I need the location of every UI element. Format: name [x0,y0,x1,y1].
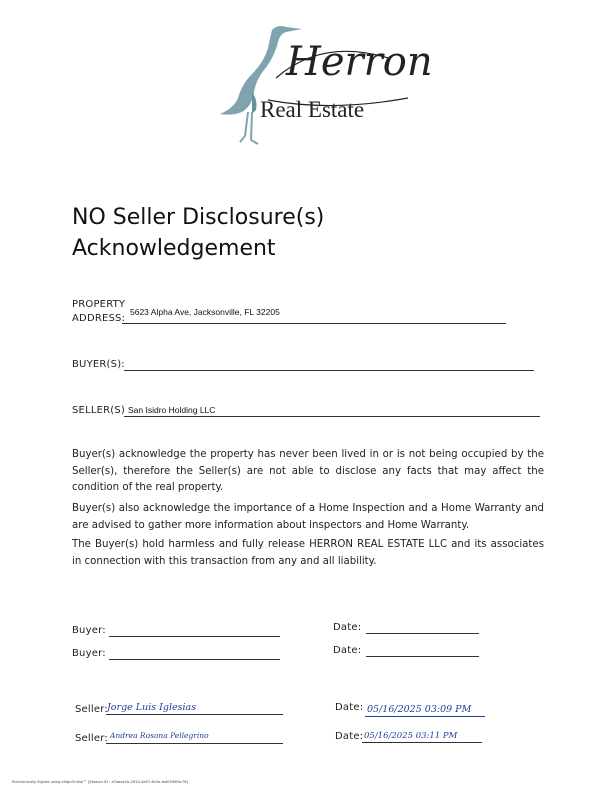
property-address-value: 5623 Alpha Ave, Jacksonville, FL 32205 [130,307,280,317]
buyer1-date-label: Date: [333,622,362,633]
buyer2-date-label: Date: [333,645,362,656]
sellers-label: SELLER(S) [72,405,126,416]
property-address-field[interactable] [122,323,506,324]
seller1-date-field[interactable] [365,716,485,717]
seller1-signature: Jorge Luis Iglesias [107,702,197,713]
buyer1-label: Buyer: [72,625,106,636]
seller2-date-label: Date: [335,731,364,742]
buyer2-label: Buyer: [72,648,106,659]
paragraph-2: Buyer(s) also acknowledge the importance of a Home Inspection and a Home Warranty and are advised to gather more information about inspectors and Home Warranty. [72,503,544,531]
buyer1-signature-field[interactable] [109,636,280,637]
buyers-field[interactable] [124,370,534,371]
seller2-date-field[interactable] [362,742,482,743]
paragraph-1: Buyer(s) acknowledge the property has never been lived in or is not being occupied by the Seller(s), therefore the Seller(s) are not able to disclose any facts that may affect the condition of the real property. [72,449,544,493]
sellers-field[interactable] [124,416,540,417]
seller1-label: Seller: [75,704,108,715]
seller1-signature-field[interactable] [106,714,283,715]
buyer2-signature-field[interactable] [109,659,280,660]
title-line-2: Acknowledgement [72,236,276,261]
title-line-1: NO Seller Disclosure(s) [72,205,325,230]
buyer2-date-field[interactable] [366,656,479,657]
seller2-date: 05/16/2025 03:11 PM [364,731,458,741]
paragraph-3: The Buyer(s) hold harmless and fully release HERRON REAL ESTATE LLC and its associates in connection with this transaction from any and all liability. [72,539,544,567]
esign-footer: Electronically Signed using eSignOnline™ [Session ID : a7aaee1b-2924-4a07-8c5e-fed0349f4c76] [12,780,188,784]
property-address-label: PROPERTY ADDRESS: [72,299,126,324]
page-title [72,202,324,264]
seller2-label: Seller: [75,733,108,744]
brand-name: Real Estate [260,97,365,122]
brand-script: Herron [286,39,433,85]
seller1-date-label: Date: [335,702,364,713]
sellers-value: San Isidro Holding LLC [128,405,216,415]
seller1-date: 05/16/2025 03:09 PM [367,704,472,715]
buyers-label: BUYER(S): [72,359,125,370]
herron-logo [212,18,433,148]
buyer1-date-field[interactable] [366,633,479,634]
seller2-signature-field[interactable] [106,743,283,744]
seller2-signature: Andrea Rosana Pellegrino [110,731,209,740]
